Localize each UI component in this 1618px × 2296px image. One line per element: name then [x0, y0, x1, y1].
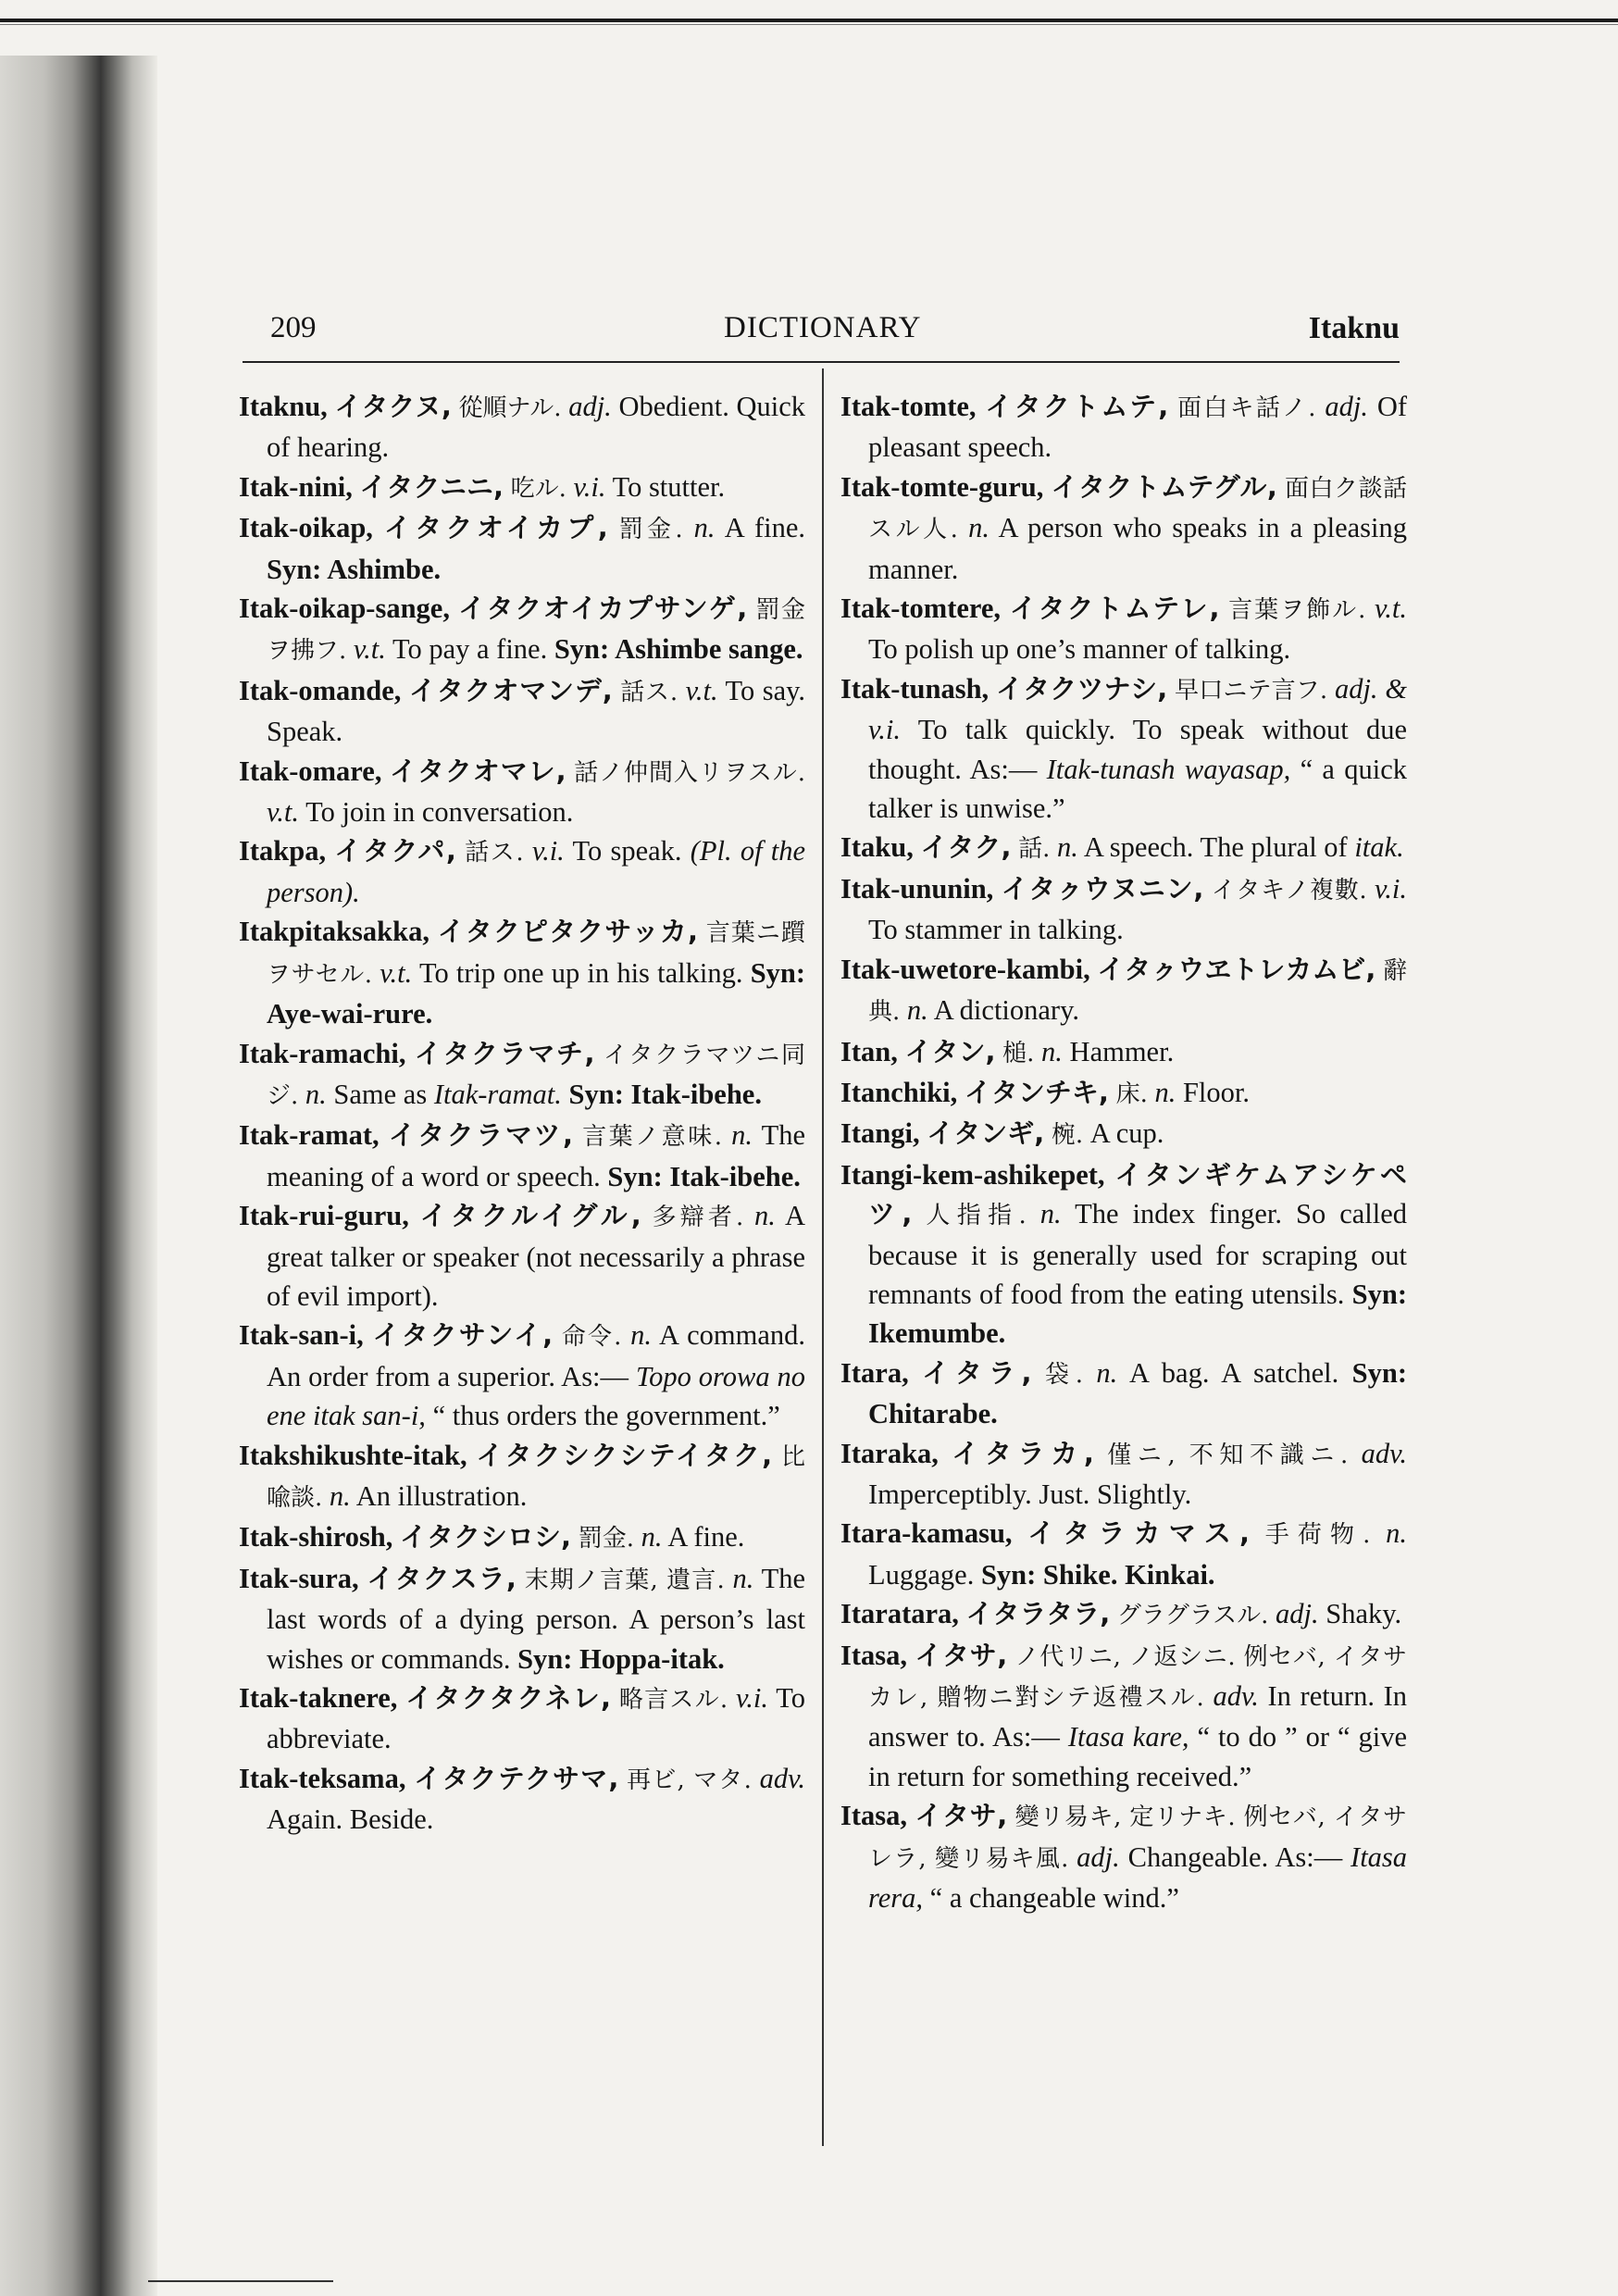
dictionary-entry	[840, 1434, 1407, 1515]
headword: Itak-rui-guru,	[239, 1200, 409, 1232]
page-number: 209	[270, 311, 317, 344]
japanese-gloss: 罰金.	[578, 1525, 634, 1554]
book-binding-shadow	[0, 56, 157, 2296]
katakana-reading: イタクオイカプ,	[383, 512, 608, 544]
part-of-speech: adj. & v.i.	[868, 672, 1408, 746]
katakana-reading: イタサ,	[915, 1639, 1008, 1671]
definition: A speech. The plural of	[1083, 831, 1348, 864]
synonym: Syn: Ikemumbe.	[868, 1278, 1407, 1350]
headword: Itak-tomte-guru,	[840, 470, 1044, 503]
katakana-reading: イタクシクシテイタク,	[476, 1439, 773, 1471]
definition: A cup.	[1089, 1117, 1164, 1150]
definition: A dictionary.	[933, 994, 1079, 1027]
synonym: Syn: Chitarabe.	[868, 1356, 1408, 1430]
dictionary-entry	[239, 1559, 805, 1678]
right-column	[840, 387, 1407, 1917]
synonym: Syn: Hoppa-itak.	[517, 1642, 725, 1675]
dictionary-entry	[840, 1514, 1407, 1594]
headword: Itak-tunash,	[840, 672, 989, 705]
japanese-gloss: 面白ク談話スル人.	[868, 474, 1407, 544]
definition: To polish up one’s manner of talking.	[868, 633, 1291, 666]
part-of-speech: n.	[968, 512, 989, 544]
japanese-gloss: ノ代リニ, ノ返シニ. 例セバ, イタサカレ, 贈物ニ對シテ返禮スル.	[868, 1642, 1407, 1712]
synonym: Syn: Aye-wai-rure.	[267, 956, 806, 1030]
header-rule	[243, 361, 1400, 363]
part-of-speech: v.i.	[531, 835, 565, 867]
definition: The meaning of a word or speech.	[267, 1119, 806, 1192]
left-column	[239, 387, 805, 1840]
japanese-gloss: 再ビ, マタ.	[627, 1766, 752, 1794]
headword: Itak-taknere,	[239, 1682, 398, 1714]
definition: To abbreviate.	[267, 1682, 806, 1755]
top-border-rule	[0, 19, 1618, 22]
part-of-speech: v.t.	[267, 796, 299, 829]
headword: Itasa,	[840, 1639, 908, 1671]
part-of-speech: n.	[906, 994, 928, 1027]
definition: Of pleasant speech.	[868, 391, 1408, 464]
example-phrase: Itasa kare,	[1067, 1721, 1189, 1753]
example-translation: “ to do ” or “ give in return for something received.”	[868, 1721, 1408, 1792]
definition: An illustration.	[355, 1479, 528, 1512]
dictionary-entry	[840, 828, 1407, 868]
headword: Itak-tomte,	[840, 391, 977, 422]
part-of-speech: adj.	[1077, 1841, 1120, 1873]
part-of-speech: n.	[731, 1119, 753, 1152]
katakana-reading: イタンチキ,	[964, 1076, 1109, 1108]
japanese-gloss: 面白キ話ノ.	[1177, 394, 1316, 422]
japanese-gloss: 罰金ヲ拂フ.	[267, 596, 805, 666]
japanese-gloss: グラグラスル.	[1116, 1602, 1269, 1630]
katakana-reading: イタラカ,	[952, 1437, 1094, 1469]
dictionary-entry	[239, 752, 805, 832]
part-of-speech: n.	[732, 1562, 754, 1594]
headword: Itara,	[840, 1356, 909, 1389]
definition: A fine.	[724, 512, 806, 544]
part-of-speech: adv.	[759, 1762, 806, 1794]
katakana-reading: イタラタラ,	[965, 1598, 1111, 1630]
definition: Changeable. As:—	[1127, 1841, 1343, 1873]
japanese-gloss: 從順ナル.	[458, 394, 562, 422]
column-divider	[822, 368, 824, 2146]
definition: Floor.	[1182, 1076, 1250, 1108]
part-of-speech: v.i.	[735, 1682, 768, 1714]
definition: A great talker or speaker (not necessarily a phrase of evil import).	[267, 1200, 806, 1312]
katakana-reading: イタクトムテレ,	[1009, 593, 1220, 625]
headword: Itak-shirosh,	[239, 1521, 393, 1554]
headword: Itan,	[840, 1035, 898, 1067]
dictionary-entry	[840, 1155, 1407, 1354]
katakana-reading: イタク,	[920, 831, 1012, 864]
headword: Itanchiki,	[840, 1076, 958, 1108]
definition: To trip one up in his talking.	[418, 956, 743, 989]
japanese-gloss: イタキノ複數.	[1211, 876, 1367, 905]
katakana-reading: イタクサンイ,	[372, 1319, 554, 1352]
definition: To stutter.	[612, 470, 726, 503]
page-header	[243, 306, 1400, 359]
dictionary-entry	[239, 671, 805, 752]
synonym: Syn: Ashimbe sange.	[554, 633, 803, 666]
example-translation: “ thus orders the government.”	[432, 1400, 780, 1432]
part-of-speech: n.	[1096, 1356, 1118, 1389]
katakana-reading: イタクオマレ,	[390, 755, 566, 787]
katakana-reading: イタクトムテグル,	[1051, 470, 1277, 503]
example-phrase: (Pl. of the person).	[267, 835, 806, 908]
part-of-speech: v.t.	[685, 674, 718, 706]
headword: Itak-ramachi,	[239, 1037, 406, 1069]
definition: The index finger. So called because it is generally used for scraping out remnants of food from the eating utensils.	[868, 1198, 1408, 1310]
japanese-gloss: 多辯者.	[652, 1204, 744, 1232]
headword: Itakpitaksakka,	[239, 916, 429, 948]
headword: Itakpa,	[239, 835, 327, 867]
part-of-speech: adv.	[1213, 1680, 1259, 1712]
footer-rule	[148, 2280, 333, 2282]
dictionary-entry	[840, 468, 1407, 589]
headword: Itaku,	[840, 831, 914, 864]
part-of-speech: n.	[693, 512, 716, 544]
katakana-reading: イタンギケムアシケペツ,	[868, 1158, 1407, 1230]
japanese-gloss: 命令.	[561, 1323, 622, 1352]
definition: A person who speaks in a pleasing manner.	[868, 512, 1407, 585]
part-of-speech: v.t.	[1375, 593, 1408, 625]
headword: Itak-teksama,	[239, 1762, 406, 1794]
katakana-reading: イタㇰウヱトレカムビ,	[1097, 953, 1376, 985]
dictionary-entry	[239, 589, 805, 671]
katakana-reading: イタㇰウヌニン,	[1001, 872, 1204, 905]
headword: Itak-uwetore-kambi,	[840, 953, 1090, 985]
dictionary-entry	[239, 1678, 805, 1759]
part-of-speech: n.	[1057, 831, 1078, 864]
katakana-reading: イタクタクネレ,	[405, 1682, 612, 1714]
japanese-gloss: イタクラマツニ同ジ.	[267, 1041, 805, 1110]
example-phrase: Itak-ramat.	[433, 1078, 562, 1110]
part-of-speech: n.	[630, 1319, 652, 1352]
headword: Itara-kamasu,	[840, 1517, 1013, 1550]
headword: Itak-oikap,	[239, 512, 373, 544]
part-of-speech: n.	[754, 1200, 776, 1232]
definition: To join in conversation.	[305, 796, 574, 829]
japanese-gloss: 辭典.	[868, 956, 1407, 1027]
part-of-speech: v.t.	[353, 633, 386, 666]
japanese-gloss: 言葉ニ躓ヲサセル.	[267, 919, 806, 989]
headword: Itak-nini,	[239, 470, 353, 503]
japanese-gloss: 話ノ仲間入リヲスル.	[574, 758, 806, 787]
katakana-reading: イタクオイカプサンゲ,	[458, 593, 748, 625]
definition: Luggage.	[868, 1558, 975, 1591]
example-phrase: Itak-tunash wayasap,	[1046, 753, 1291, 785]
japanese-gloss: 吃ル.	[510, 474, 566, 503]
headword: Itaraka,	[840, 1437, 939, 1469]
dictionary-entry	[239, 1759, 805, 1840]
synonym: Syn: Itak-ibehe.	[607, 1160, 801, 1192]
headword: Itasa,	[840, 1800, 908, 1832]
headword: Itak-san-i,	[239, 1319, 364, 1352]
definition: To talk quickly. To speak without due thought. As:—	[868, 714, 1407, 785]
japanese-gloss: 末期ノ言葉, 遺言.	[524, 1566, 725, 1594]
dictionary-entry	[840, 1796, 1407, 1917]
japanese-gloss: 比喩談.	[267, 1442, 805, 1512]
dictionary-entry	[239, 387, 805, 468]
part-of-speech: v.i.	[573, 470, 606, 503]
katakana-reading: イタクオマンデ,	[408, 674, 613, 706]
part-of-speech: n.	[641, 1521, 663, 1554]
headword: Itak-tomtere,	[840, 593, 1002, 625]
definition: A bag. A satchel.	[1129, 1356, 1339, 1389]
headword: Itangi-kem-ashikepet,	[840, 1158, 1105, 1191]
katakana-reading: イタクパ,	[334, 835, 456, 867]
headword: Itaknu,	[239, 391, 328, 422]
japanese-gloss: 變リ易キ, 定リナキ. 例セバ, イタサレラ, 變リ易キ風.	[868, 1803, 1407, 1873]
example-translation: “ a quick talker is unwise.”	[868, 753, 1408, 825]
part-of-speech: n.	[305, 1078, 327, 1110]
synonym: Syn: Itak-ibehe.	[568, 1078, 762, 1110]
dictionary-entry	[239, 831, 805, 912]
dictionary-entry	[840, 589, 1407, 669]
japanese-gloss: 話ス.	[465, 839, 524, 867]
definition: To stammer in talking.	[868, 914, 1124, 946]
dictionary-entry	[239, 468, 805, 508]
japanese-gloss: 話ス.	[620, 678, 678, 706]
definition: Same as	[333, 1078, 428, 1110]
katakana-reading: イタクツナシ,	[995, 672, 1168, 705]
dictionary-entry	[840, 1073, 1407, 1114]
part-of-speech: v.t.	[380, 956, 413, 989]
dictionary-entry	[239, 1196, 805, 1316]
example-translation: “ a changeable wind.”	[929, 1882, 1179, 1915]
katakana-reading: イタサ,	[915, 1800, 1008, 1832]
japanese-gloss: 略言スル.	[618, 1686, 728, 1714]
top-border-thin-rule	[0, 24, 1618, 25]
definition: Hammer.	[1069, 1035, 1175, 1067]
katakana-reading: イタクニニ,	[359, 470, 504, 503]
synonym: Syn: Ashimbe.	[267, 553, 442, 585]
part-of-speech: adj.	[1325, 391, 1368, 422]
katakana-reading: イタクトムテ,	[985, 391, 1169, 422]
part-of-speech: adj.	[1276, 1598, 1319, 1630]
definition: To say. Speak.	[267, 674, 806, 748]
headword: Itak-omande,	[239, 674, 402, 706]
dictionary-entry	[239, 1436, 805, 1518]
synonym: Syn: Shike. Kinkai.	[980, 1558, 1215, 1591]
japanese-gloss: 人指指.	[926, 1202, 1027, 1230]
dictionary-entry	[840, 1114, 1407, 1154]
definition: In return. In answer to. As:—	[868, 1680, 1408, 1753]
definition: Shaky.	[1326, 1598, 1402, 1630]
headword: Itakshikushte-itak,	[239, 1439, 467, 1471]
dictionary-entry	[840, 669, 1407, 829]
japanese-gloss: 話.	[1018, 835, 1051, 864]
dictionary-entry	[840, 1594, 1407, 1635]
japanese-gloss: 言葉ノ意味.	[582, 1123, 722, 1152]
headword: Itak-ununin,	[840, 872, 994, 905]
definition: Imperceptibly. Just. Slightly.	[868, 1478, 1192, 1510]
example-phrase: Topo orowa no ene itak san-i,	[267, 1360, 806, 1432]
japanese-gloss: 椀.	[1051, 1121, 1084, 1150]
example-phrase: itak.	[1354, 831, 1404, 864]
definition: The last words of a dying person. A person’s last wishes or commands.	[267, 1562, 806, 1675]
part-of-speech: adj.	[568, 391, 612, 422]
part-of-speech: n.	[329, 1479, 351, 1512]
katakana-reading: イタンギ,	[927, 1117, 1045, 1150]
katakana-reading: イタラ,	[922, 1356, 1032, 1389]
part-of-speech: v.i.	[1375, 872, 1408, 905]
katakana-reading: イタクテクサマ,	[414, 1762, 619, 1794]
dictionary-entry	[840, 869, 1407, 950]
part-of-speech: n.	[1041, 1035, 1063, 1067]
dictionary-entry	[239, 1316, 805, 1435]
dictionary-entry	[840, 1354, 1407, 1434]
dictionary-entry	[239, 1116, 805, 1196]
definition: A command. An order from a superior. As:—	[267, 1319, 806, 1392]
dictionary-entry	[840, 387, 1407, 468]
part-of-speech: adv.	[1361, 1437, 1408, 1469]
japanese-gloss: 手荷物.	[1264, 1521, 1371, 1550]
part-of-speech: n.	[1154, 1076, 1176, 1108]
headword: Itak-ramat,	[239, 1119, 380, 1152]
katakana-reading: イタクルイグル,	[419, 1200, 641, 1232]
dictionary-entry	[239, 912, 805, 1033]
japanese-gloss: 僅ニ, 不知不識ニ.	[1107, 1441, 1349, 1469]
dictionary-entry	[840, 1032, 1407, 1073]
headword: Itak-oikap-sange,	[239, 593, 450, 625]
definition: To pay a fine.	[392, 633, 548, 666]
part-of-speech: n.	[1039, 1198, 1062, 1230]
katakana-reading: イタクヌ,	[334, 391, 452, 422]
japanese-gloss: 床.	[1115, 1079, 1148, 1108]
headword: Itak-sura,	[239, 1562, 359, 1594]
running-title: DICTIONARY	[724, 311, 922, 344]
dictionary-entry	[239, 1517, 805, 1558]
example-phrase: Itasa rera,	[868, 1841, 1408, 1915]
definition: To speak.	[572, 835, 682, 867]
katakana-reading: イタクシロシ,	[400, 1521, 572, 1554]
definition: A fine.	[667, 1521, 745, 1554]
headword: Itak-omare,	[239, 755, 382, 787]
part-of-speech: n.	[1386, 1517, 1408, 1550]
katakana-reading: イタクピタクサッカ,	[437, 916, 698, 948]
dictionary-entry	[840, 950, 1407, 1032]
katakana-reading: イタクラマツ,	[388, 1119, 573, 1152]
japanese-gloss: 早口ニテ言フ.	[1175, 676, 1328, 705]
dictionary-entry	[840, 1636, 1407, 1797]
japanese-gloss: 槌.	[1002, 1039, 1035, 1067]
katakana-reading: イタクスラ,	[367, 1562, 517, 1594]
katakana-reading: イタン,	[904, 1035, 996, 1067]
japanese-gloss: 言葉ヲ飾ル.	[1228, 596, 1366, 625]
japanese-gloss: 罰金.	[618, 516, 683, 544]
guide-word: Itaknu	[1308, 311, 1400, 345]
definition: Again. Beside.	[267, 1803, 434, 1836]
katakana-reading: イタラカマス,	[1027, 1517, 1251, 1550]
headword: Itaratara,	[840, 1598, 959, 1630]
japanese-gloss: 袋.	[1044, 1360, 1083, 1389]
katakana-reading: イタクラマチ,	[414, 1037, 595, 1069]
headword: Itangi,	[840, 1117, 920, 1150]
dictionary-entry	[239, 508, 805, 589]
dictionary-entry	[239, 1034, 805, 1117]
definition: Obedient. Quick of hearing.	[267, 391, 806, 464]
